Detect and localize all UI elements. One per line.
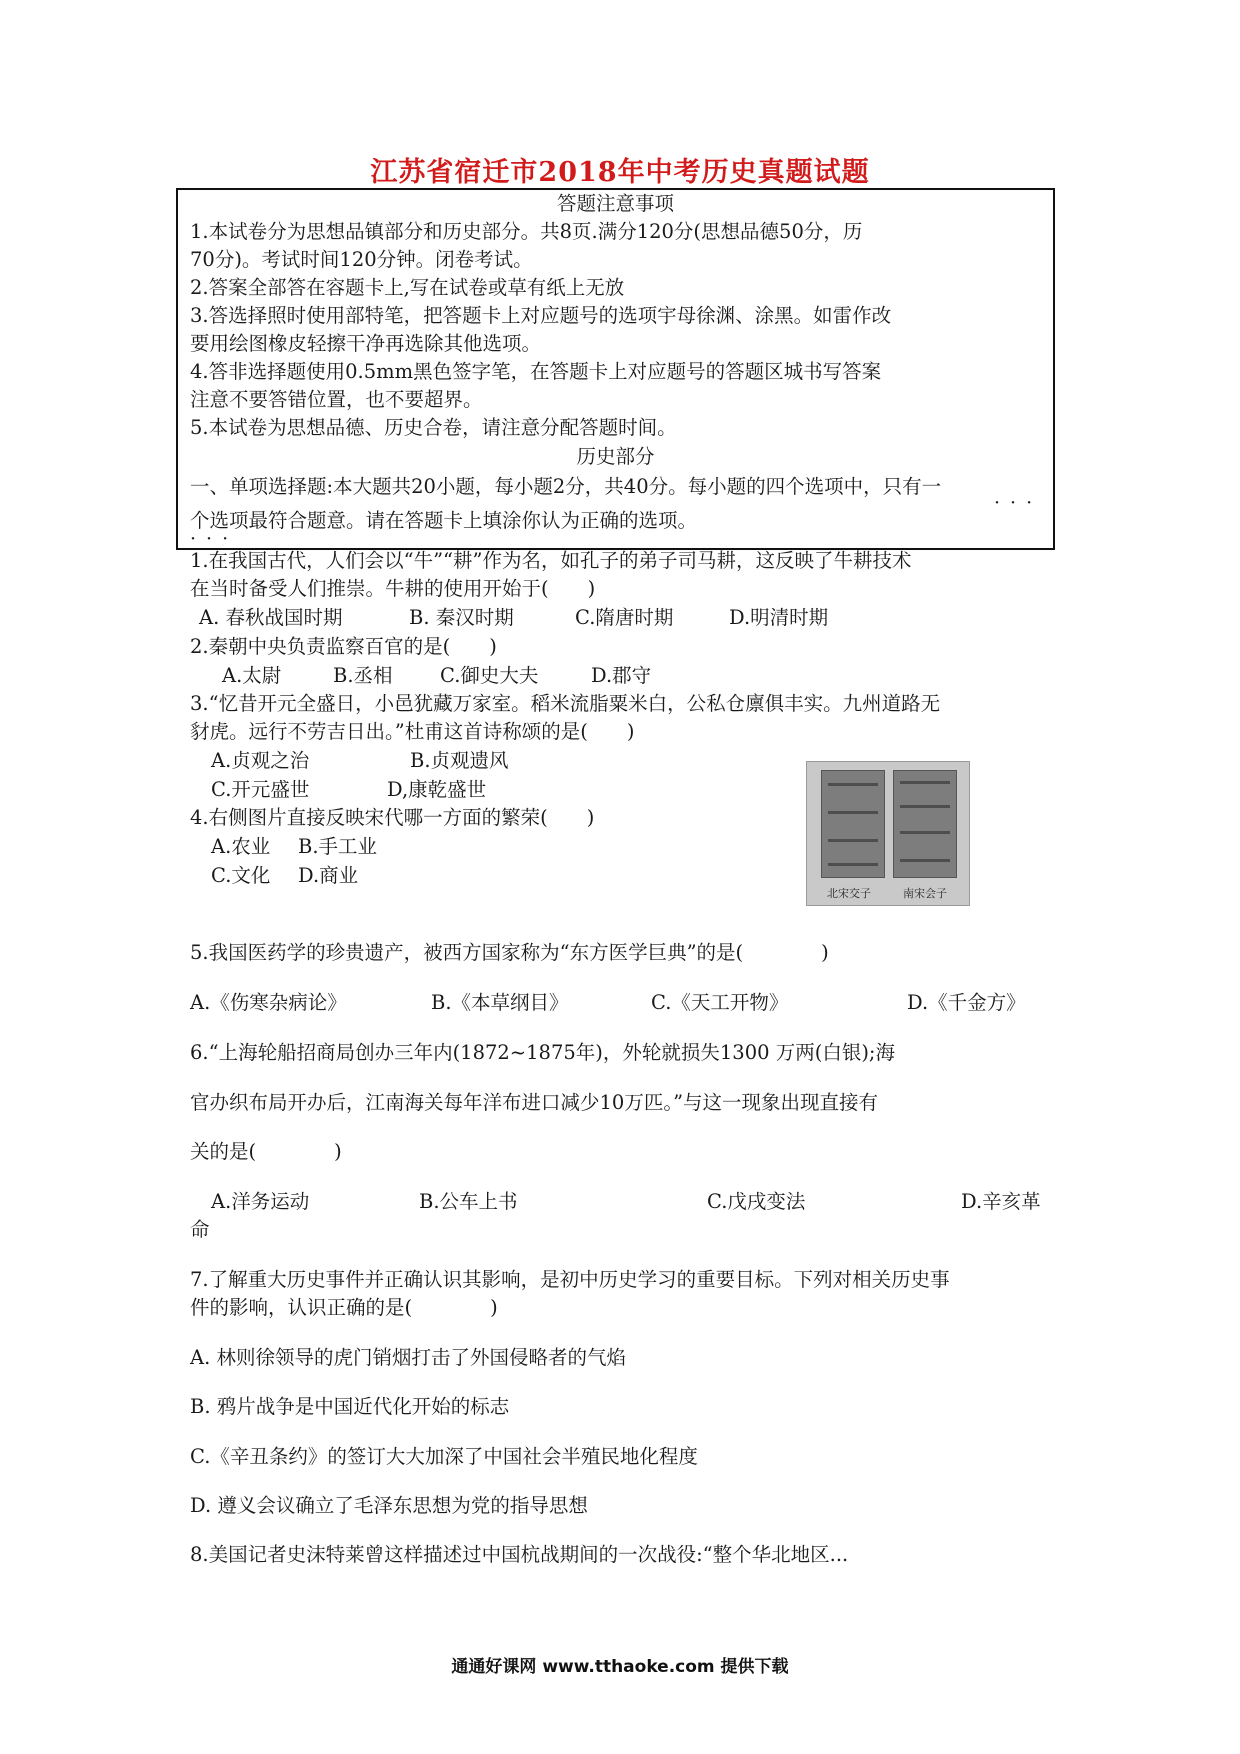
- question-6-text: 6.“上海轮船招商局创办三年内(1872~1875年)，外轮就损失1300 万两(白银);海: [190, 1041, 895, 1064]
- option-d: D.郡守: [591, 664, 652, 687]
- option-a: A.洋务运动: [211, 1190, 310, 1213]
- option-b: B.公车上书: [419, 1190, 518, 1213]
- section-heading: 历史部分: [576, 445, 655, 468]
- option-c: C.《辛丑条约》的签订大大加深了中国社会半殖民地化程度: [190, 1445, 698, 1468]
- question-5-text: 5.我国医药学的珍贵遗产，被西方国家称为“东方医学巨典”的是( ): [190, 941, 829, 964]
- instruction-line: 个选项最符合题意。请在答题卡上填涂你认为正确的选项。: [190, 509, 698, 532]
- option-b: B. 鸦片战争是中国近代化开始的标志: [190, 1395, 510, 1418]
- option-a: A.《伤寒杂病论》: [190, 991, 347, 1014]
- option-d-wrap: 命: [190, 1218, 210, 1241]
- option-c: C.隋唐时期: [575, 606, 674, 629]
- option-c: C.文化: [211, 864, 271, 887]
- notice-item: 要用绘图橡皮轻擦干净再选除其他选项。: [190, 332, 542, 355]
- notice-item: 70分)。考试时间120分钟。闭卷考试。: [190, 248, 533, 271]
- question-6-text: 关的是( ): [190, 1140, 342, 1163]
- notice-item: 2.答案全部答在容题卡上,写在试卷或草有纸上无放: [190, 276, 625, 299]
- question-1-text: 在当时备受人们推崇。牛耕的使用开始于( ): [190, 577, 596, 600]
- option-c: C.御史大夫: [440, 664, 539, 687]
- figure-caption-left: 北宋交子: [827, 887, 871, 900]
- question-7-text: 7.了解重大历史事件并正确认识其影响，是初中历史学习的重要目标。下列对相关历史事: [190, 1268, 950, 1291]
- option-c: C.开元盛世: [211, 778, 310, 801]
- question-4-text: 4.右侧图片直接反映宋代哪一方面的繁荣( ): [190, 806, 595, 829]
- option-d: D.商业: [298, 864, 359, 887]
- option-c: C.戊戌变法: [707, 1190, 806, 1213]
- page-title: 江苏省宿迁市2018年中考历史真题试题: [370, 157, 870, 188]
- option-b: B.《本草纲目》: [431, 991, 569, 1014]
- notice-item: 1.本试卷分为思想品镇部分和历史部分。共8页.满分120分(思想品德50分，历: [190, 220, 863, 243]
- option-a: A.农业: [211, 835, 271, 858]
- option-d: D.辛亥革: [961, 1190, 1041, 1213]
- question-7-text: 件的影响，认识正确的是( ): [190, 1296, 498, 1319]
- paper-money-photo: [806, 761, 970, 906]
- notice-item: 4.答非选择题使用0.5mm黑色签字笔，在答题卡上对应题号的答题区城书写答案: [190, 360, 882, 383]
- option-d: D.《千金方》: [907, 991, 1026, 1014]
- option-a: A.太尉: [222, 664, 282, 687]
- figure-caption-right: 南宋会子: [903, 887, 947, 900]
- option-a: A. 春秋战国时期: [199, 606, 343, 629]
- notice-item: 注意不要答错位置，也不要超界。: [190, 388, 483, 411]
- question-8-text: 8.美国记者史沫特莱曾这样描述过中国杭战期间的一次战役:“整个华北地区...: [190, 1543, 849, 1566]
- page-footer: 通通好课网 www.tthaoke.com 提供下载: [451, 1657, 789, 1677]
- question-2-text: 2.秦朝中央负责监察百官的是( ): [190, 635, 497, 658]
- emphasis-dots: ···: [994, 492, 1043, 514]
- question-3-text: 3.“忆昔开元全盛日，小邑犹藏万家室。稻米流脂粟米白，公私仓廪俱丰实。九州道路无: [190, 692, 941, 715]
- jiaozi-note-image: [821, 770, 885, 878]
- option-b: B.手工业: [298, 835, 378, 858]
- emphasis-dots: ···: [190, 528, 239, 550]
- option-b: B.丞相: [333, 664, 393, 687]
- option-b: B.贞观遗风: [410, 749, 509, 772]
- option-a: A.贞观之治: [211, 749, 310, 772]
- option-c: C.《天工开物》: [651, 991, 789, 1014]
- option-d: D.明清时期: [729, 606, 829, 629]
- instruction-line: 一、单项选择题:本大题共20小题，每小题2分，共40分。每小题的四个选项中，只有一: [190, 475, 942, 498]
- notice-item: 3.答选择照时使用部特笔，把答题卡上对应题号的选项宇母徐渊、涂黑。如雷作改: [190, 304, 892, 327]
- question-1-text: 1.在我国古代，人们会以“牛”“耕”作为名，如孔子的弟子司马耕，这反映了牛耕技术: [190, 549, 912, 572]
- huizi-note-image: [893, 770, 957, 878]
- option-a: A. 林则徐领导的虎门销烟打击了外国侵略者的气焰: [190, 1346, 626, 1369]
- option-d: D. 遵义会议确立了毛泽东思想为党的指导思想: [190, 1494, 588, 1517]
- notice-item: 5.本试卷为思想品德、历史合卷，请注意分配答题时间。: [190, 416, 677, 439]
- question-3-text: 豺虎。远行不劳吉日出。”杜甫这首诗称颂的是( ): [190, 720, 635, 743]
- option-d: D,康乾盛世: [387, 778, 487, 801]
- question-6-text: 官办织布局开办后，江南海关每年洋布进口减少10万匹。”与这一现象出现直接有: [190, 1091, 879, 1114]
- notice-heading: 答题注意事项: [556, 192, 674, 215]
- option-b: B. 秦汉时期: [409, 606, 514, 629]
